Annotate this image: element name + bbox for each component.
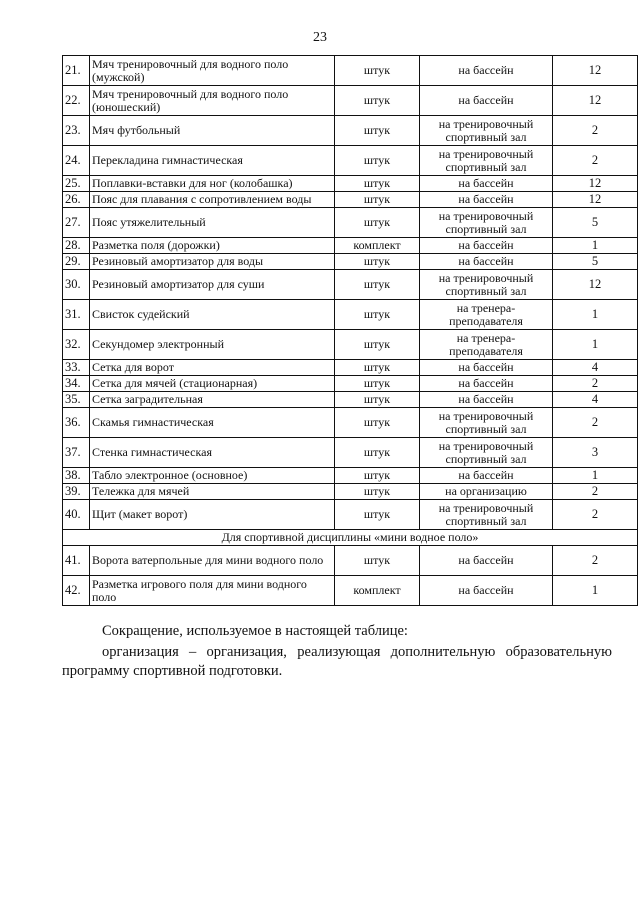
item-name: Пояс утяжелительный bbox=[90, 208, 335, 238]
item-quantity: 12 bbox=[553, 176, 638, 192]
item-place: на бассейн bbox=[420, 192, 553, 208]
table-row bbox=[63, 86, 638, 116]
item-quantity: 12 bbox=[553, 270, 638, 300]
table-row bbox=[63, 330, 638, 360]
item-unit: штук bbox=[335, 270, 420, 300]
item-place: на бассейн bbox=[420, 86, 553, 116]
item-place: на бассейн bbox=[420, 546, 553, 576]
item-name: Щит (макет ворот) bbox=[90, 500, 335, 530]
item-place: на организацию bbox=[420, 484, 553, 500]
section-row bbox=[63, 530, 638, 546]
section-title: Для спортивной дисциплины «мини водное поло» bbox=[63, 530, 638, 546]
item-place: на бассейн bbox=[420, 468, 553, 484]
item-name: Резиновый амортизатор для воды bbox=[90, 254, 335, 270]
item-name: Секундомер электронный bbox=[90, 330, 335, 360]
item-name: Сетка заградительная bbox=[90, 392, 335, 408]
item-place: на тренировочный спортивный зал bbox=[420, 208, 553, 238]
row-number: 27. bbox=[63, 208, 90, 238]
item-quantity: 1 bbox=[553, 238, 638, 254]
item-name: Перекладина гимнастическая bbox=[90, 146, 335, 176]
item-unit: штук bbox=[335, 546, 420, 576]
item-unit: штук bbox=[335, 208, 420, 238]
item-quantity: 5 bbox=[553, 254, 638, 270]
item-quantity: 2 bbox=[553, 376, 638, 392]
item-place: на бассейн bbox=[420, 238, 553, 254]
table-row bbox=[63, 238, 638, 254]
item-unit: штук bbox=[335, 116, 420, 146]
item-unit: штук bbox=[335, 176, 420, 192]
table-row bbox=[63, 56, 638, 86]
item-unit: штук bbox=[335, 86, 420, 116]
table-row bbox=[63, 360, 638, 376]
item-place: на тренировочный спортивный зал bbox=[420, 146, 553, 176]
item-unit: штук bbox=[335, 360, 420, 376]
item-unit: штук bbox=[335, 300, 420, 330]
item-name: Сетка для мячей (стационарная) bbox=[90, 376, 335, 392]
item-unit: штук bbox=[335, 192, 420, 208]
item-name: Свисток судейский bbox=[90, 300, 335, 330]
item-name: Стенка гимнастическая bbox=[90, 438, 335, 468]
abbreviation-title: Сокращение, используемое в настоящей таблице: bbox=[102, 623, 408, 639]
item-quantity: 4 bbox=[553, 360, 638, 376]
item-place: на бассейн bbox=[420, 176, 553, 192]
row-number: 23. bbox=[63, 116, 90, 146]
item-name: Мяч футбольный bbox=[90, 116, 335, 146]
item-place: на бассейн bbox=[420, 254, 553, 270]
item-quantity: 2 bbox=[553, 408, 638, 438]
item-place: на тренера-преподавателя bbox=[420, 300, 553, 330]
item-unit: штук bbox=[335, 408, 420, 438]
item-unit: штук bbox=[335, 438, 420, 468]
item-unit: штук bbox=[335, 392, 420, 408]
item-unit: штук bbox=[335, 376, 420, 392]
item-unit: штук bbox=[335, 254, 420, 270]
item-unit: штук bbox=[335, 56, 420, 86]
row-number: 36. bbox=[63, 408, 90, 438]
item-unit: штук bbox=[335, 500, 420, 530]
table-row bbox=[63, 438, 638, 468]
item-place: на бассейн bbox=[420, 360, 553, 376]
table-row bbox=[63, 254, 638, 270]
table-row bbox=[63, 300, 638, 330]
item-quantity: 1 bbox=[553, 300, 638, 330]
row-number: 25. bbox=[63, 176, 90, 192]
row-number: 38. bbox=[63, 468, 90, 484]
item-name: Мяч тренировочный для водного поло (юношеский) bbox=[90, 86, 335, 116]
item-unit: штук bbox=[335, 468, 420, 484]
item-quantity: 3 bbox=[553, 438, 638, 468]
equipment-table bbox=[62, 55, 638, 606]
item-quantity: 1 bbox=[553, 576, 638, 606]
item-quantity: 2 bbox=[553, 546, 638, 576]
item-unit: штук bbox=[335, 146, 420, 176]
table-row bbox=[63, 468, 638, 484]
table-row bbox=[63, 408, 638, 438]
item-name: Разметка поля (дорожки) bbox=[90, 238, 335, 254]
item-quantity: 12 bbox=[553, 56, 638, 86]
table-row bbox=[63, 500, 638, 530]
table-row bbox=[63, 546, 638, 576]
item-quantity: 1 bbox=[553, 330, 638, 360]
item-name: Резиновый амортизатор для суши bbox=[90, 270, 335, 300]
item-place: на бассейн bbox=[420, 392, 553, 408]
row-number: 31. bbox=[63, 300, 90, 330]
table-row bbox=[63, 376, 638, 392]
row-number: 37. bbox=[63, 438, 90, 468]
item-quantity: 2 bbox=[553, 116, 638, 146]
item-name: Сетка для ворот bbox=[90, 360, 335, 376]
row-number: 39. bbox=[63, 484, 90, 500]
table-row bbox=[63, 146, 638, 176]
item-quantity: 12 bbox=[553, 192, 638, 208]
row-number: 30. bbox=[63, 270, 90, 300]
item-place: на бассейн bbox=[420, 576, 553, 606]
row-number: 34. bbox=[63, 376, 90, 392]
item-quantity: 1 bbox=[553, 468, 638, 484]
item-place: на тренировочный спортивный зал bbox=[420, 116, 553, 146]
item-unit: штук bbox=[335, 330, 420, 360]
row-number: 33. bbox=[63, 360, 90, 376]
table-row bbox=[63, 484, 638, 500]
table-row bbox=[63, 192, 638, 208]
table-row bbox=[63, 208, 638, 238]
item-name: Ворота ватерпольные для мини водного поло bbox=[90, 546, 335, 576]
page-number: 23 bbox=[313, 30, 327, 45]
item-quantity: 5 bbox=[553, 208, 638, 238]
row-number: 32. bbox=[63, 330, 90, 360]
item-quantity: 2 bbox=[553, 500, 638, 530]
row-number: 41. bbox=[63, 546, 90, 576]
item-quantity: 4 bbox=[553, 392, 638, 408]
item-unit: комплект bbox=[335, 238, 420, 254]
item-quantity: 12 bbox=[553, 86, 638, 116]
item-place: на тренировочный спортивный зал bbox=[420, 270, 553, 300]
table-row bbox=[63, 176, 638, 192]
item-place: на тренировочный спортивный зал bbox=[420, 408, 553, 438]
item-name: Мяч тренировочный для водного поло (мужской) bbox=[90, 56, 335, 86]
item-quantity: 2 bbox=[553, 484, 638, 500]
item-unit: комплект bbox=[335, 576, 420, 606]
item-place: на бассейн bbox=[420, 376, 553, 392]
row-number: 35. bbox=[63, 392, 90, 408]
item-place: на бассейн bbox=[420, 56, 553, 86]
item-place: на тренировочный спортивный зал bbox=[420, 438, 553, 468]
item-quantity: 2 bbox=[553, 146, 638, 176]
item-place: на тренировочный спортивный зал bbox=[420, 500, 553, 530]
item-name: Разметка игрового поля для мини водного поло bbox=[90, 576, 335, 606]
item-place: на тренера-преподавателя bbox=[420, 330, 553, 360]
table-row bbox=[63, 392, 638, 408]
row-number: 28. bbox=[63, 238, 90, 254]
row-number: 42. bbox=[63, 576, 90, 606]
table-row bbox=[63, 576, 638, 606]
row-number: 29. bbox=[63, 254, 90, 270]
item-name: Тележка для мячей bbox=[90, 484, 335, 500]
row-number: 21. bbox=[63, 56, 90, 86]
table-row bbox=[63, 116, 638, 146]
item-name: Скамья гимнастическая bbox=[90, 408, 335, 438]
row-number: 40. bbox=[63, 500, 90, 530]
item-name: Табло электронное (основное) bbox=[90, 468, 335, 484]
item-unit: штук bbox=[335, 484, 420, 500]
table-row bbox=[63, 270, 638, 300]
row-number: 22. bbox=[63, 86, 90, 116]
row-number: 26. bbox=[63, 192, 90, 208]
item-name: Поплавки-вставки для ног (колобашка) bbox=[90, 176, 335, 192]
item-name: Пояс для плавания с сопротивлением воды bbox=[90, 192, 335, 208]
abbreviation-definition: организация – организация, реализующая дополнительную образовательную программу спортивной подготовки. bbox=[62, 644, 612, 679]
row-number: 24. bbox=[63, 146, 90, 176]
